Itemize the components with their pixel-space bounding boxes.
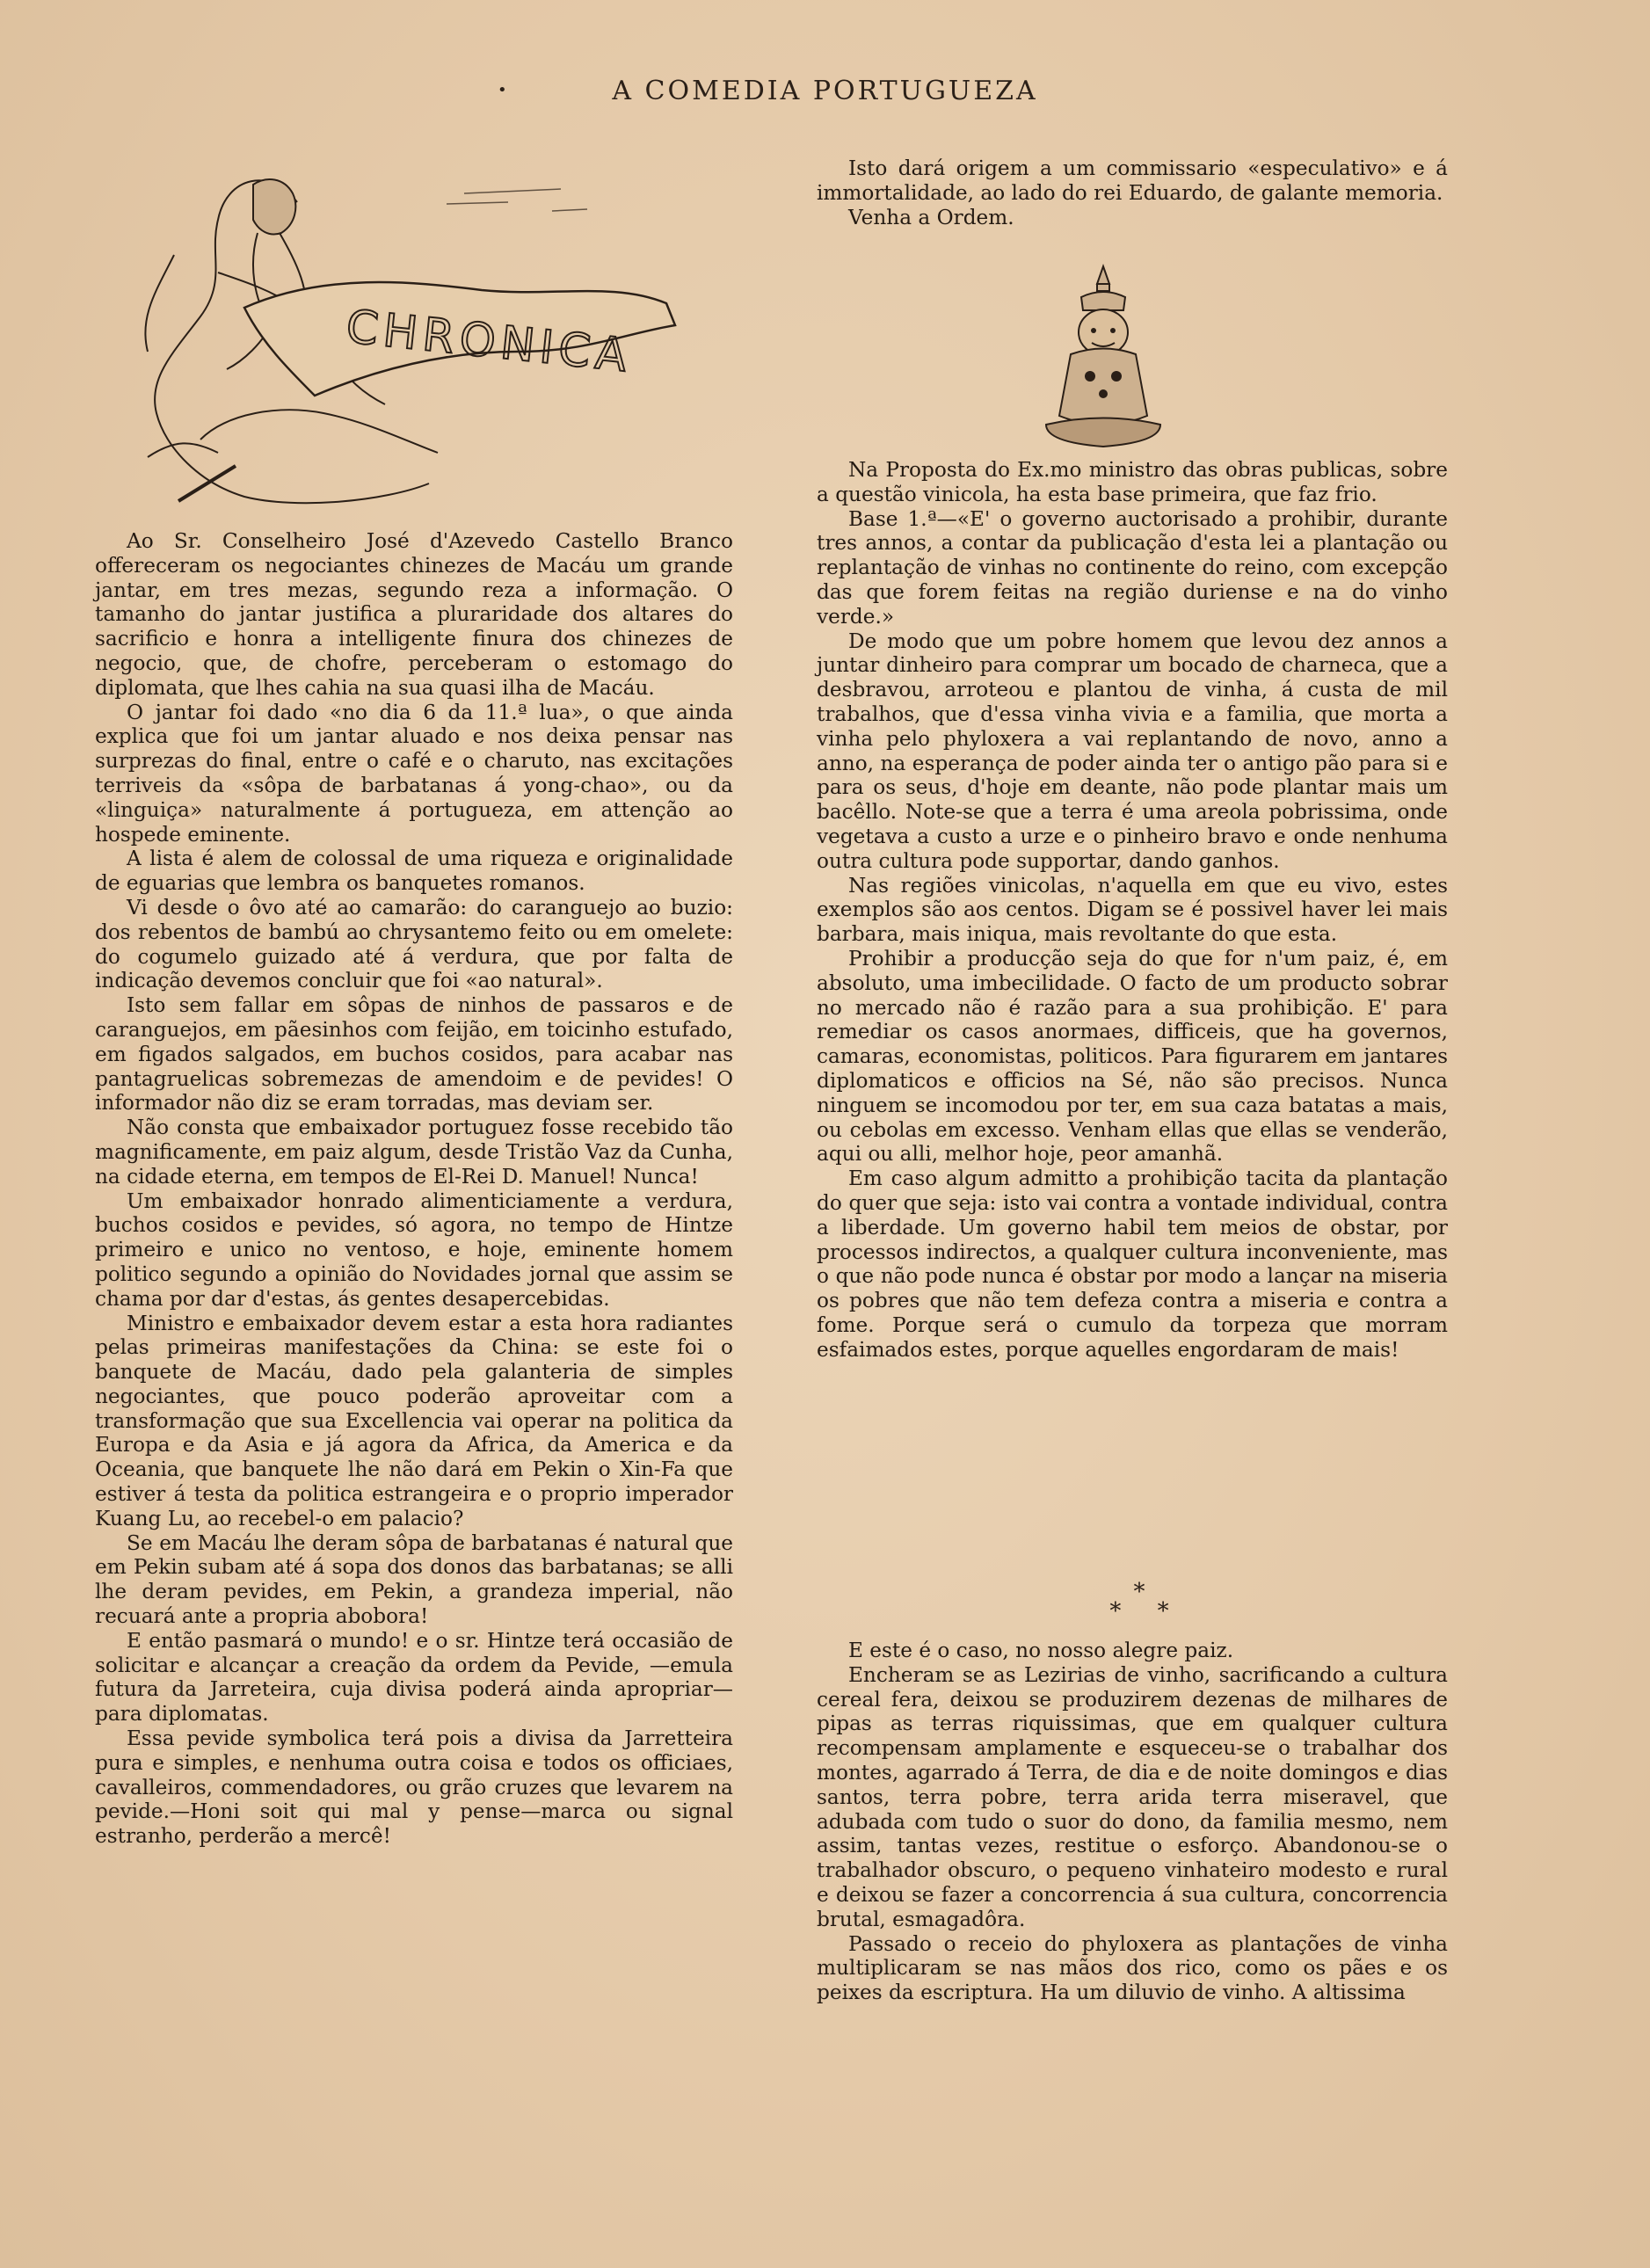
left-column	[95, 529, 733, 1849]
right-column-after-break	[817, 1639, 1448, 2005]
section-break-asterism: * * *	[1109, 1579, 1169, 1625]
left-paragraph: Vi desde o ôvo até ao camarão: do caranguejo ao buzio: dos rebentos de bambú ao chrysantemo feito ou em omelete: do cogumelo guizado até á verdura, que por falta de indicação devemos concluir que foi «ao natural».	[95, 895, 733, 993]
right-paragraph: Prohibir a producção seja do que for n'um paiz, é, em absoluto, uma imbecilidade. O facto de um producto sobrar no mercado não é razão para a sua prohibição. E' para remediar os casos anormaes, difficeis, que ha governos, camaras, economistas, politicos. Para figurarem em jantares diplomaticos e officios na Sé, não são precisos. Nunca ninguem se incomodou por ter, em sua caza batatas a mais, ou cebolas em excesso. Venham ellas que ellas se venderão, aqui ou alli, melhor hoje, peor amanhã.	[817, 946, 1448, 1167]
left-paragraph: Não consta que embaixador portuguez fosse recebido tão magnificamente, em paiz algum, desde Tristão Vaz da Cunha, na cidade eterna, em tempos de El-Rei D. Manuel! Nunca!	[95, 1116, 733, 1189]
chronica-illustration	[95, 149, 772, 527]
header-title: A COMEDIA PORTUGUEZA	[612, 76, 1038, 106]
header-dot: •	[498, 81, 510, 99]
chinese-idol-illustration	[1037, 262, 1169, 451]
left-paragraph: Ao Sr. Conselheiro José d'Azevedo Castello Branco offereceram os negociantes chinezes de Macáu um grande jantar, em tres mezas, segundo reza a informação. O tamanho do jantar justifica a pluraridade dos altares do sacrificio e honra a intelligente finura dos chinezes de negocio, que, de chofre, perceberam o estomago do diplomata, que lhes cahia na sua quasi ilha de Macáu.	[95, 529, 733, 700]
right-after-paragraph: Encheram se as Lezirias de vinho, sacrificando a cultura cereal fera, deixou se produzirem dezenas de milhares de pipas as terras riquissimas, que em qualquer cultura recompensam amplamente e esqueceu-se o trabalhar dos montes, agarrado á Terra, de dia e de noite domingos e dias santos, terra pobre, terra arida terra miseravel, que adubada com tudo o suor do dono, da familia mesmo, nem assim, tantas vezes, restitue o esforço. Abandonou-se o trabalhador obscuro, o pequeno vinhateiro modesto e rural e deixou se fazer a concorrencia á sua cultura, concorrencia brutal, esmagadôra.	[817, 1662, 1448, 1931]
right-paragraph: Na Proposta do Ex.mo ministro das obras publicas, sobre a questão vinicola, ha esta base primeira, que faz frio.	[817, 458, 1448, 506]
left-paragraph: O jantar foi dado «no dia 6 da 11.ª lua», o que ainda explica que foi um jantar aluado e nos deixa pensar nas surprezas do final, entre o café e o charuto, nas excitações terriveis da «sôpa de barbatanas á yong-chao», ou da «linguiça» naturalmente á portugueza, em attenção ao hospede eminente.	[95, 700, 733, 847]
right-column-main	[817, 458, 1448, 1362]
chronica-banner-text: CHRONICA	[343, 300, 635, 383]
page-header	[0, 76, 1650, 106]
left-paragraph: Essa pevide symbolica terá pois a divisa da Jarretteira pura e simples, e nenhuma outra coisa e todos os officiaes, cavalleiros, commendadores, ou grão cruzes que levarem na pevide.—Honi soit qui mal y pense—marca ou signal estranho, perderão a mercê!	[95, 1726, 733, 1849]
right-intro-paragraph: Isto dará origem a um commissario «especulativo» e á immortalidade, ao lado do rei Eduardo, de galante memoria.	[817, 156, 1448, 205]
right-paragraph: De modo que um pobre homem que levou dez annos a juntar dinheiro para comprar um bocado de charneca, que a desbravou, arroteou e plantou de vinha, á custa de mil trabalhos, que d'essa vinha vivia e a familia, que morta a vinha pelo phyloxera a vai replantando de novo, anno a anno, na esperança de poder ainda ter o antigo pão para si e para os seus, d'hoje em deante, não pode plantar mais um bacêllo. Note-se que a terra é uma areola pobrissima, onde vegetava a custo a urze e o pinheiro bravo e onde nenhuma outra cultura pode supportar, dando ganhos.	[817, 629, 1448, 873]
right-after-paragraph: Passado o receio do phyloxera as plantações de vinha multiplicaram se nas mãos dos rico, como os pães e os peixes da escriptura. Ha um diluvio de vinho. A altissima	[817, 1931, 1448, 2005]
right-paragraph: Em caso algum admitto a prohibição tacita da plantação do quer que seja: isto vai contra a vontade individual, contra a liberdade. Um governo habil tem meios de obstar, por processos indirectos, a qualquer cultura inconveniente, mas o que não pode nunca é obstar por modo a lançar na miseria os pobres que não tem defeza contra a miseria e contra a fome. Porque será o cumulo da torpeza que morram esfaimados estes, porque aquelles engordaram de mais!	[817, 1167, 1448, 1362]
left-paragraph: E então pasmará o mundo! e o sr. Hintze terá occasião de solicitar e alcançar a creação da ordem da Pevide, —emula futura da Jarreteira, cuja divisa poderá ainda apropriar—para diplomatas.	[95, 1628, 733, 1726]
left-paragraph: Isto sem fallar em sôpas de ninhos de passaros e de caranguejos, em pãesinhos com feijão, em toicinho estufado, em figados salgados, em buchos cosidos, para acabar nas pantagruelicas sobremezas de amendoim e de pevides! O informador não diz se eram torradas, mas deviam ser.	[95, 993, 733, 1116]
left-paragraph: Se em Macáu lhe deram sôpa de barbatanas é natural que em Pekin subam até á sopa dos donos das barbatanas; se alli lhe deram pevides, em Pekin, a grandeza imperial, não recuará ante a propria abobora!	[95, 1530, 733, 1629]
right-column-intro	[817, 156, 1448, 229]
right-paragraph: Base 1.ª—«E' o governo auctorisado a prohibir, durante tres annos, a contar da publicação d'esta lei a plantação ou replantação de vinhas no continente do reino, com excepção das que forem feitas na região duriense e na do vinho verde.»	[817, 506, 1448, 629]
right-paragraph: Nas regiões vinicolas, n'aquella em que eu vivo, estes exemplos são aos centos. Digam se é possivel haver lei mais barbara, mais iniqua, mais revoltante do que esta.	[817, 873, 1448, 947]
left-paragraph: Um embaixador honrado alimenticiamente a verdura, buchos cosidos e pevides, só agora, no tempo de Hintze primeiro e unico no ventoso, e hoje, eminente homem politico segundo a opinião do Novidades jornal que assim se chama por dar d'estas, ás gentes desapercebidas.	[95, 1189, 733, 1311]
right-intro-paragraph: Venha a Ordem.	[848, 205, 1014, 229]
left-paragraph: A lista é alem de colossal de uma riqueza e originalidade de eguarias que lembra os banquetes romanos.	[95, 847, 733, 896]
right-after-paragraph: E este é o caso, no nosso alegre paiz.	[848, 1639, 1234, 1662]
left-paragraph: Ministro e embaixador devem estar a esta hora radiantes pelas primeiras manifestações da China: se este foi o banquete de Macáu, dado pela galanteria de simples negociantes, que pouco poderão aproveitar com a transformação que sua Excellencia vai operar na politica da Europa e da Asia e já agora da Africa, da America e da Oceania, que banquete lhe não dará em Pekin o Xin-Fa que estiver á testa da politica estrangeira e o proprio imperador Kuang Lu, ao recebel-o em palacio?	[95, 1311, 733, 1530]
